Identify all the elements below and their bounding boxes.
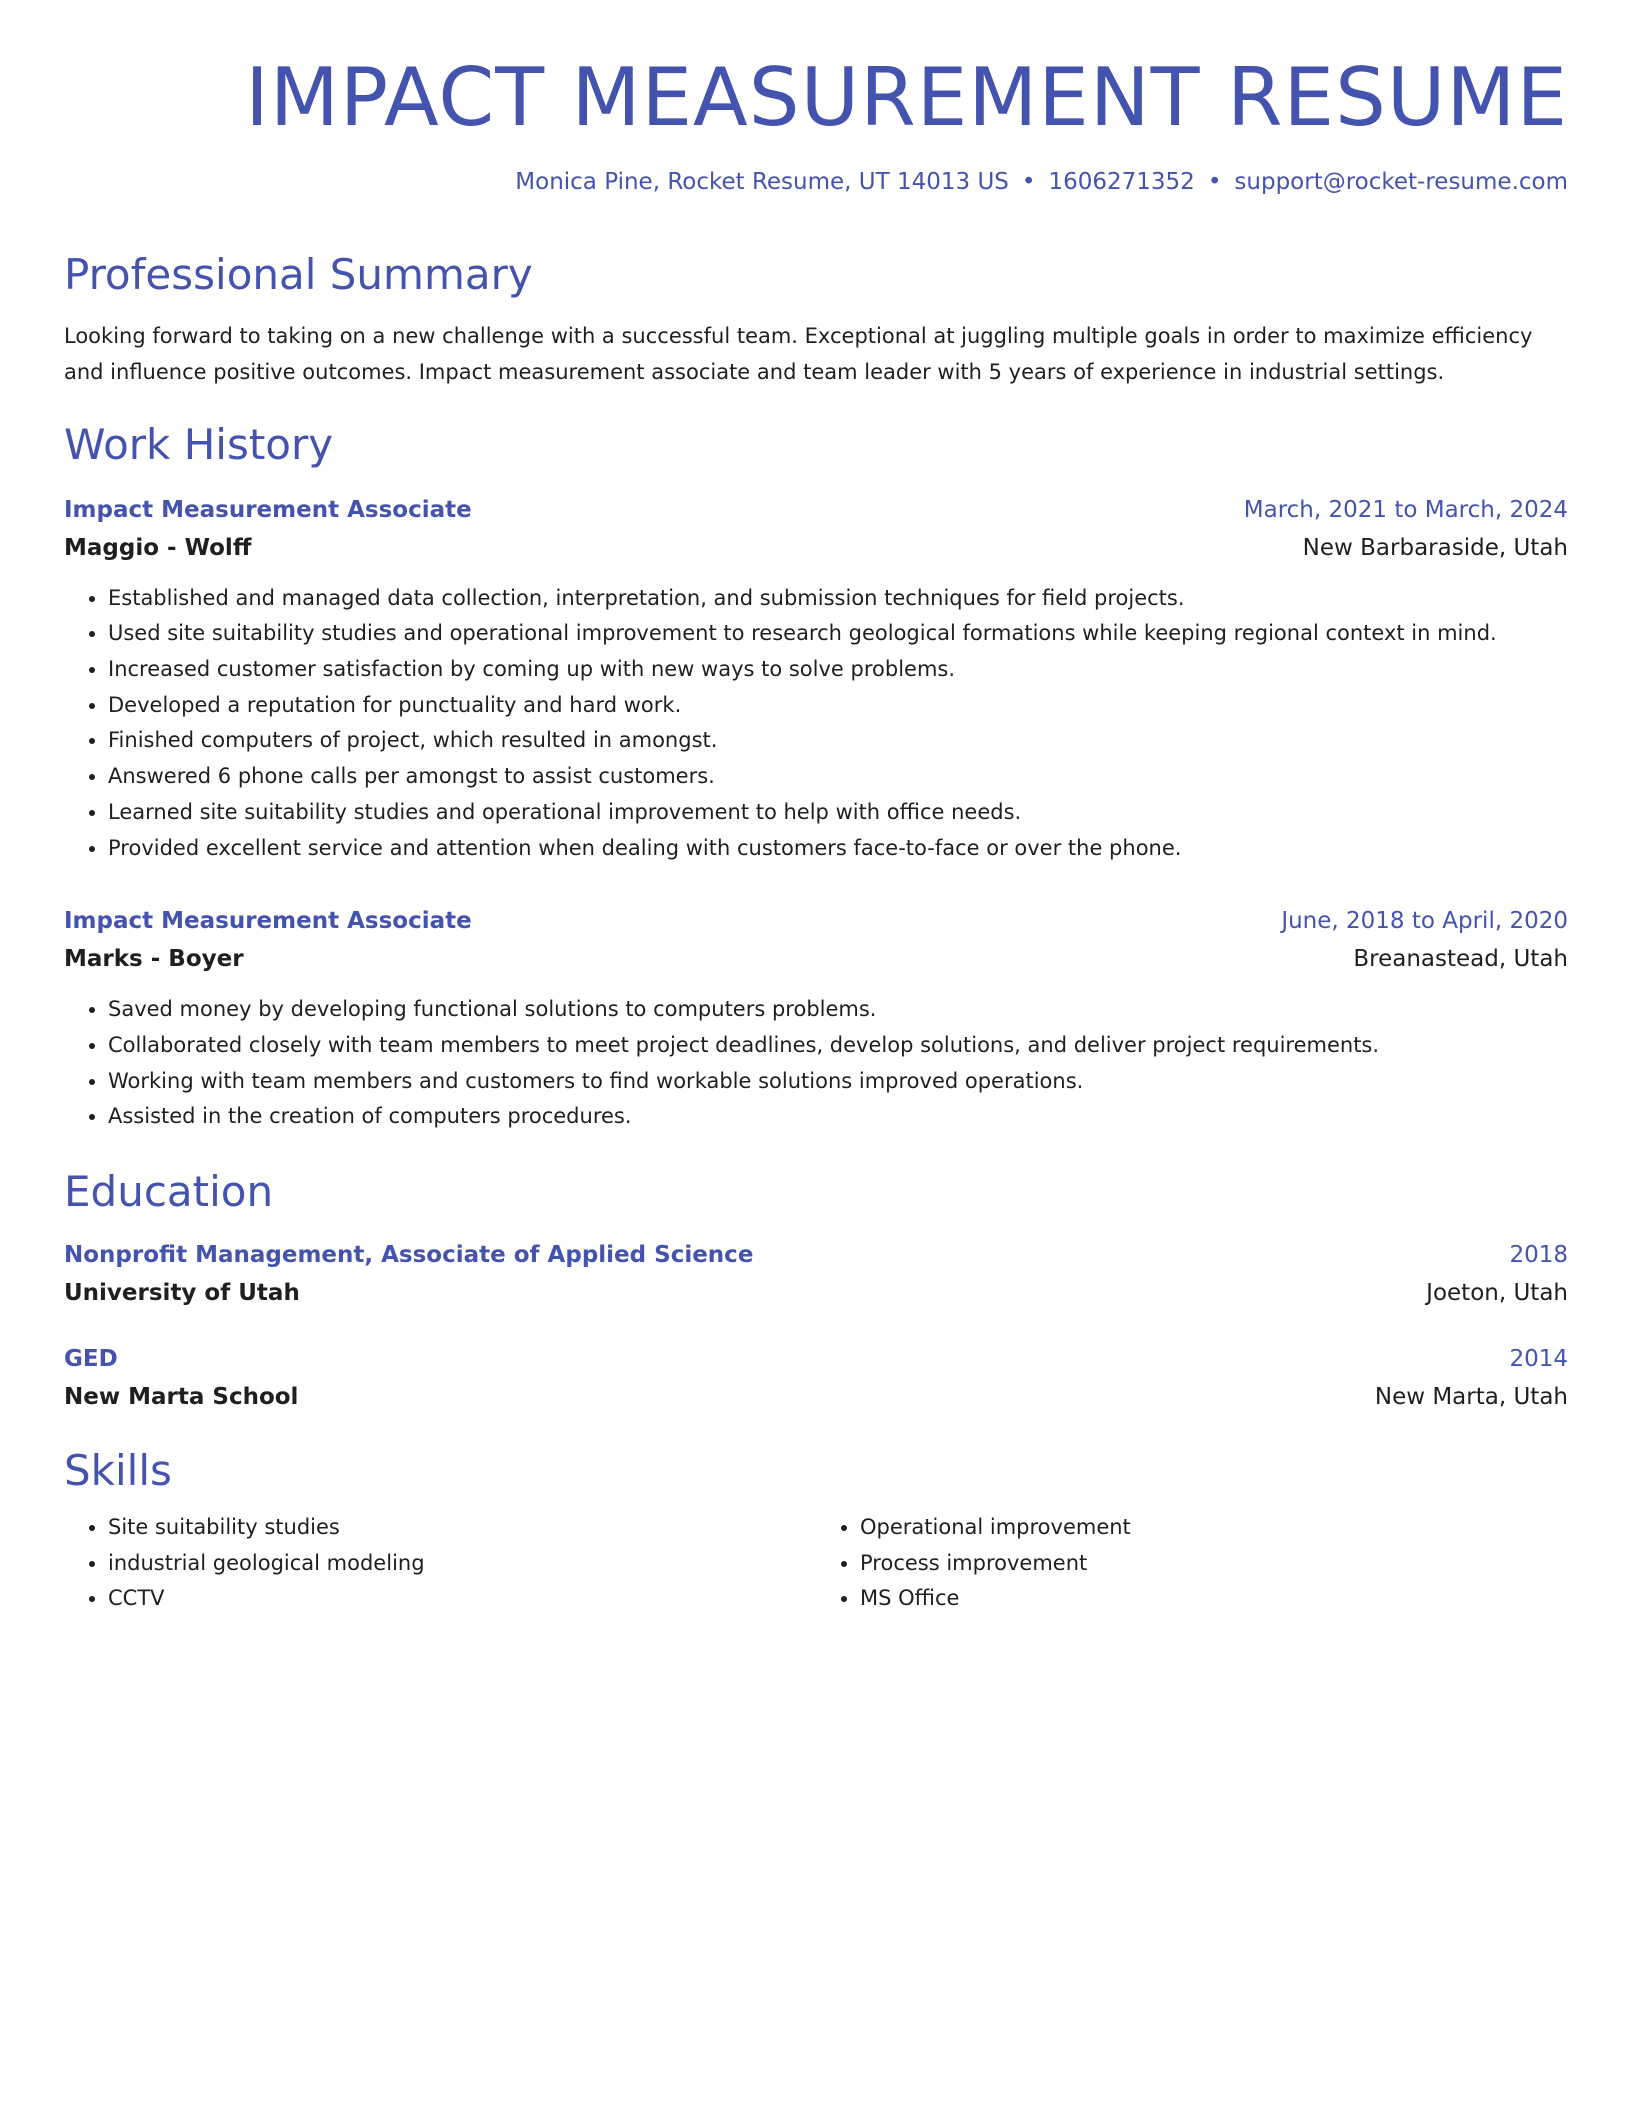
skills-list-left bbox=[64, 1510, 816, 1617]
education-school: University of Utah bbox=[64, 1279, 300, 1306]
resume-title: IMPACT MEASUREMENT RESUME bbox=[245, 51, 1568, 144]
contact-email: support@rocket-resume.com bbox=[1234, 169, 1568, 195]
job-bullet: • Assisted in the creation of computers procedures. bbox=[108, 1099, 1568, 1135]
job-bullet: • Established and managed data collection, interpretation, and submission techniques for field projects. bbox=[108, 581, 1568, 617]
education-degree-row bbox=[64, 1236, 1568, 1274]
education-location: Joeton, Utah bbox=[1426, 1279, 1568, 1306]
skill-item: • industrial geological modeling bbox=[108, 1546, 816, 1582]
education-degree-row bbox=[64, 1340, 1568, 1378]
job-employer-row bbox=[64, 529, 1568, 567]
job-location: New Barbaraside, Utah bbox=[1302, 534, 1568, 561]
contact-address: Monica Pine, Rocket Resume, UT 14013 US bbox=[515, 169, 1009, 195]
job-bullet: • Collaborated closely with team members to meet project deadlines, develop solutions, and deliver project requirements. bbox=[108, 1028, 1568, 1064]
summary-text: Looking forward to taking on a new challenge with a successful team. Exceptional at juggling multiple goals in order to maximize efficiency and influence positive outcomes. Impact measurement associate and team leader with 5 years of experience in industrial settings. bbox=[64, 324, 1533, 385]
skills-list-right bbox=[816, 1510, 1568, 1617]
job-title-row bbox=[64, 902, 1568, 940]
job-company: Marks - Boyer bbox=[64, 946, 244, 973]
skill-item: • MS Office bbox=[860, 1581, 1568, 1617]
job-bullet: • Saved money by developing functional solutions to computers problems. bbox=[108, 992, 1568, 1028]
skill-item: • Site suitability studies bbox=[108, 1510, 816, 1546]
job-bullet-list bbox=[64, 581, 1568, 867]
job-bullet: • Learned site suitability studies and operational improvement to help with office needs. bbox=[108, 795, 1568, 831]
contact-separator: • bbox=[1207, 169, 1222, 195]
job-entry bbox=[64, 491, 1568, 867]
education-school-row bbox=[64, 1378, 1568, 1416]
skill-item: • CCTV bbox=[108, 1581, 816, 1617]
skill-item: • Operational improvement bbox=[860, 1510, 1568, 1546]
work-history-heading: Work History bbox=[64, 420, 334, 470]
job-bullet-list bbox=[64, 992, 1568, 1135]
job-title: Impact Measurement Associate bbox=[64, 908, 472, 935]
education-school-row bbox=[64, 1274, 1568, 1312]
job-company: Maggio - Wolff bbox=[64, 534, 252, 561]
education-degree: Nonprofit Management, Associate of Applied Science bbox=[64, 1241, 754, 1268]
job-bullet: • Developed a reputation for punctuality and hard work. bbox=[108, 688, 1568, 724]
job-bullet: • Answered 6 phone calls per amongst to assist customers. bbox=[108, 759, 1568, 795]
summary-heading: Professional Summary bbox=[64, 249, 533, 299]
skills-heading: Skills bbox=[64, 1445, 172, 1495]
education-heading: Education bbox=[64, 1167, 274, 1217]
education-school: New Marta School bbox=[64, 1383, 299, 1410]
contact-line bbox=[64, 168, 1568, 198]
job-employer-row bbox=[64, 940, 1568, 978]
job-bullet: • Provided excellent service and attention when dealing with customers face-to-face or over the phone. bbox=[108, 831, 1568, 867]
education-year: 2018 bbox=[1509, 1241, 1568, 1268]
education-year: 2014 bbox=[1509, 1345, 1568, 1372]
contact-phone: 1606271352 bbox=[1048, 169, 1195, 195]
job-title: Impact Measurement Associate bbox=[64, 496, 472, 523]
education-location: New Marta, Utah bbox=[1374, 1383, 1568, 1410]
job-dates: March, 2021 to March, 2024 bbox=[1243, 496, 1568, 523]
job-bullet: • Finished computers of project, which resulted in amongst. bbox=[108, 723, 1568, 759]
skills-grid bbox=[64, 1510, 1568, 1617]
contact-separator: • bbox=[1021, 169, 1036, 195]
job-dates: June, 2018 to April, 2020 bbox=[1281, 908, 1568, 935]
job-bullet: • Increased customer satisfaction by coming up with new ways to solve problems. bbox=[108, 652, 1568, 688]
job-bullet: • Working with team members and customers to find workable solutions improved operations. bbox=[108, 1064, 1568, 1100]
job-location: Breanastead, Utah bbox=[1353, 946, 1568, 973]
education-entry bbox=[64, 1236, 1568, 1312]
education-degree: GED bbox=[64, 1345, 118, 1372]
job-bullet: • Used site suitability studies and operational improvement to research geological formations while keeping regional context in mind. bbox=[108, 616, 1568, 652]
job-title-row bbox=[64, 491, 1568, 529]
skill-item: • Process improvement bbox=[860, 1546, 1568, 1582]
education-entry bbox=[64, 1340, 1568, 1416]
job-entry bbox=[64, 902, 1568, 1135]
